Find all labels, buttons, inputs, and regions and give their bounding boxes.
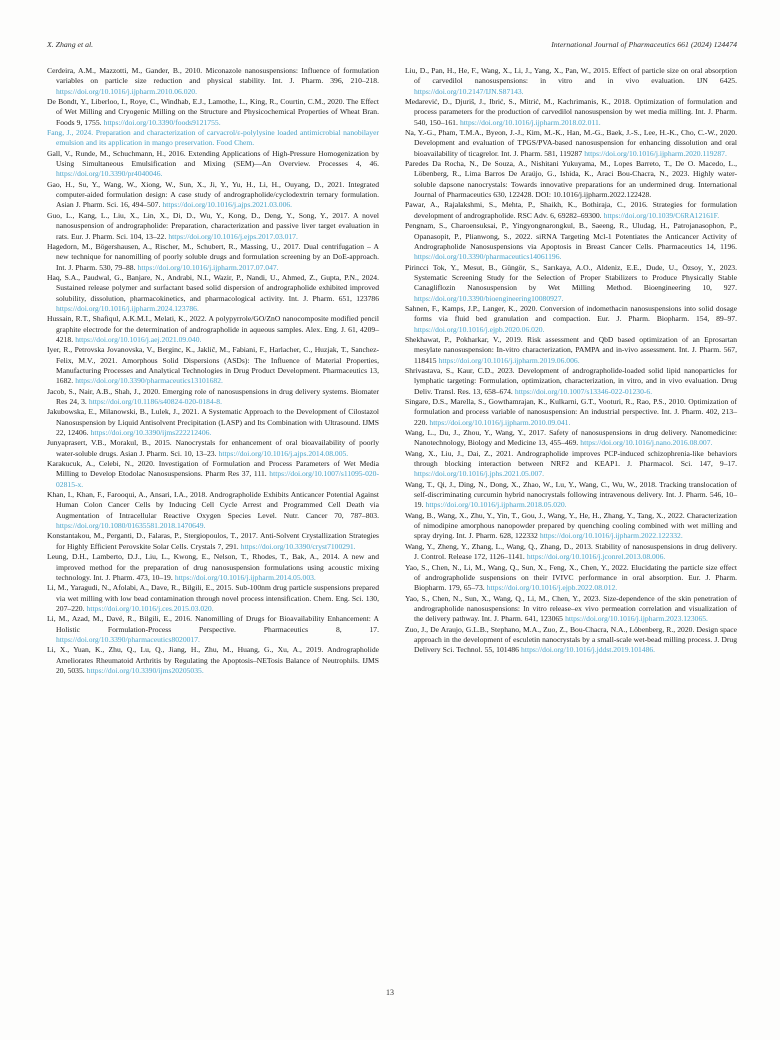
reference-text: Wang, X., Liu, J., Dai, Z., 2021. Andrographolide improves PCP-induced schizophrenia-like behaviors through blocking interaction between NRF2 and KEAP1. J. Pharmacol. Sci. 147, 9–17. xyxy=(405,448,737,469)
reference-entry xyxy=(47,531,379,552)
reference-text: Yao, S., Chen, N., Li, M., Wang, Q., Sun, X., Feng, X., Chen, Y., 2022. Elucidating the particle size effect of andrographolide suspensions on their IVIVC performance in oral absorption. Eur. J. Pharm. Biopharm. 179, 65–73. xyxy=(405,562,737,593)
doi-link[interactable]: https://doi.org/10.1016/j.ijpharm.2014.05.003. xyxy=(174,572,316,582)
doi-link[interactable]: https://doi.org/10.3390/pharmaceutics8020017. xyxy=(56,634,200,644)
reference-entry xyxy=(47,387,379,408)
doi-link[interactable]: https://doi.org/10.1039/C6RA12161F. xyxy=(603,210,720,220)
doi-link[interactable]: https://doi.org/10.1016/j.ijpharm.2024.123786. xyxy=(56,303,199,313)
references-section xyxy=(47,66,737,676)
reference-entry xyxy=(47,242,379,273)
reference-text: Junyaprasert, V.B., Morakul, B., 2015. Nanocrystals for enhancement of oral bioavailability of poorly water-soluble drugs. Asian J. Pharm. Sci. 10, 13–23. xyxy=(47,438,379,458)
reference-text: Khan, I., Khan, F., Farooqui, A., Ansari, I.A., 2018. Andrographolide Exhibits Anticancer Potential Against Human Colon Cancer Cells by Inducing Cell Cycle Arrest and Programmed Cell Death via Augmentation of Intracellular Reactive Oxygen Species Level. Nutr. Cancer 70, 787–803. xyxy=(47,490,379,520)
doi-link[interactable]: https://doi.org/10.1016/j.nano.2016.08.007. xyxy=(580,438,713,448)
reference-text: Yao, S., Chen, N., Sun, X., Wang, Q., Li, M., Chen, Y., 2023. Size-dependence of the skin penetration of andrographolide nanosuspensions: In vitro release–ex vivo permeation correlation and visualization of the delivery pathway. Int. J. Pharm. 641, 123065 xyxy=(405,593,737,624)
reference-entry xyxy=(405,449,737,480)
doi-link[interactable]: https://doi.org/10.1186/s40824-020-0184-8. xyxy=(88,397,222,406)
doi-link[interactable]: https://doi.org/10.1016/j.ijpharm.2019.06.006. xyxy=(438,355,580,365)
reference-text: Guo, L., Kang, L., Liu, X., Lin, X., Di, D., Wu, Y., Kong, D., Deng, Y., Song, Y., 2017. A novel nanosuspension of andrographolide: Preparation, characterization and passive liver target evaluation in rats. Eur. J. Pharm. Sci. 104, 13–22. xyxy=(47,210,379,241)
reference-text: Karakucuk, A., Celebi, N., 2020. Investigation of Formulation and Process Parameters of Wet Media Milling to Develop Etodolac Nanosuspensions. Pharm Res 37, 111. xyxy=(47,459,379,479)
reference-entry xyxy=(405,200,737,221)
doi-link[interactable]: https://doi.org/10.1007/s11095-020-02815-x. xyxy=(56,469,379,489)
reference-entry xyxy=(47,645,379,676)
reference-entry xyxy=(405,397,737,428)
reference-text: Li, M., Azad, M., Davé, R., Bilgili, E., 2016. Nanomilling of Drugs for Bioavailability Enhancement: A Holistic Formulation-Process Perspective. Pharmaceutics 8, 17. xyxy=(47,614,379,634)
reference-text: Pirincci Tok, Y., Mesut, B., Güngör, S., Sarıkaya, A.O., Aldeniz, E.E., Dude, U., Özsoy, Y., 2023. Systematic Screening Study for the Selection of Proper Stabilizers to Produce Physically Stable Canagliflozin Nanosuspension by Wet Milling Method. Bioengineering 10, 927. xyxy=(405,262,737,293)
reference-text: Hagedorn, M., Bögershausen, A., Rischer, M., Schubert, R., Massing, U., 2017. Dual centrifugation – A new technique for nanomilling of poorly soluble drugs and formulation screening by an DoE-approach. Int. J. Pharm. 530, 79–88. xyxy=(47,241,379,272)
doi-link[interactable]: https://doi.org/10.3390/pr4040046. xyxy=(56,169,163,179)
doi-link[interactable]: https://doi.org/10.1016/j.ajps.2021.03.006. xyxy=(162,200,293,210)
reference-entry xyxy=(47,552,379,583)
reference-entry xyxy=(47,66,379,97)
reference-text: Medarević, D., Djuriš, J., Ibrić, S., Mitrić, M., Kachrimanis, K., 2018. Optimization of formulation and process parameters for the production of carvedilol nanosuspension by wet media milling. Int. J. Pharm. 540, 150–161. xyxy=(405,97,737,127)
reference-text: Pengnam, S., Charoensuksai, P., Yingyongnarongkul, B., Saeeng, R., Uludag, H., Patrojanasophon, P., Opanasopit, P., Plianwong, S., 2022. siRNA Targeting Mcl-1 Potentiates the Anticancer Activity of Andrographolide Nanosuspensions via Apoptosis in Breast Cancer Cells. Pharmaceutics 14, 1196. xyxy=(405,221,737,251)
reference-entry xyxy=(405,594,737,625)
reference-text: Jakubowska, E., Milanowski, B., Lulek, J., 2021. A Systematic Approach to the Development of Cilostazol Nanosuspension by Liquid Antisolvent Precipitation (LASP) and Its Combination with Ultrasound. IJMS 22, 12406. xyxy=(47,407,379,438)
reference-entry xyxy=(405,366,737,397)
page-header xyxy=(47,40,737,49)
doi-link[interactable]: https://doi.org/10.1016/j.ijpharm.2023.123065. xyxy=(565,614,708,624)
reference-text: Wang, L., Du, J., Zhou, Y., Wang, Y., 2017. Safety of nanosuspensions in drug delivery. Nanomedicine: Nanotechnology, Biology and Medicine 13, 455–469. xyxy=(405,428,737,448)
page-footer xyxy=(0,988,780,997)
doi-link[interactable]: https://doi.org/10.1016/j.ijpharm.2017.07.047. xyxy=(137,262,279,272)
reference-entry xyxy=(47,314,379,345)
reference-entry xyxy=(47,128,379,149)
reference-entry xyxy=(405,335,737,366)
reference-text: Jacob, S., Nair, A.B., Shah, J., 2020. Emerging role of nanosuspensions in drug delivery systems. Biomater Res 24, 3. xyxy=(47,386,379,406)
reference-entry xyxy=(47,407,379,438)
reference-text: Paredes Da Rocha, N., De Souza, A., Nishitani Yukuyama, M., Lopes Barreto, T., De O. Macedo, L., Löbenberg, R., Lima Barros De Araújo, G., Ishida, K., Araci Bou-Chacra, N., 2023. Highly water-soluble dapsone nanocrystals: Towards innovative preparations for an undermined drug. International Journal of Pharmaceutics 630, 122428. DOI: 10.1016/j.ijpharm.2022.122428. xyxy=(405,159,737,200)
reference-entry xyxy=(405,480,737,511)
reference-text: Zuo, J., De Araujo, G.L.B., Stephano, M.A., Zuo, Z., Bou-Chacra, N.A., Löbenberg, R., 2020. Design space approach in the development of esculetin nanocrystals by a small-scale wet-bead milling process. J. Drug Delivery Sci. Technol. 55, 101486 xyxy=(405,624,737,655)
doi-link[interactable]: https://doi.org/10.3390/pharmaceutics13101682. xyxy=(75,376,223,386)
reference-text: Sahnen, F., Kamps, J.P., Langer, K., 2020. Conversion of indomethacin nanosuspensions into solid dosage forms via fluid bed granulation and compaction. Eur. J. Pharm. Biopharm. 154, 89–97. xyxy=(405,303,737,324)
doi-link[interactable]: https://doi.org/10.3390/cryst7100291. xyxy=(240,541,356,551)
reference-text: Iyer, R., Petrovska Jovanovska, V., Berginc, K., Jaklič, M., Fabiani, F., Harlacher, C., Huzjak, T., Sanchez-Felix, M.V., 2021. Amorphous Solid Dispersions (ASDs): The Influence of Material Properties, Manufacturing Processes and Analytical Technologies in Drug Product Development. Pharmaceutics 13, 1682. xyxy=(47,345,379,386)
reference-entry xyxy=(405,304,737,335)
reference-entry xyxy=(405,128,737,159)
reference-entry xyxy=(405,511,737,542)
references-column-left xyxy=(47,66,379,676)
doi-link[interactable]: https://doi.org/10.1080/01635581.2018.1470649. xyxy=(56,521,206,531)
doi-link[interactable]: https://doi.org/10.1016/j.ijpharm.2022.122332. xyxy=(539,531,683,541)
reference-text: Shrivastava, S., Kaur, C.D., 2023. Development of andrographolide-loaded solid lipid nanoparticles for lymphatic targeting: Formulation, optimization, characterization, in vitro, and in vivo evaluation. Drug Deliv. Transl. Res. 13, 658–674. xyxy=(405,365,737,396)
reference-entry xyxy=(47,97,379,128)
doi-link[interactable]: https://doi.org/10.1016/j.ijpharm.2018.02.011. xyxy=(459,117,601,127)
reference-entry xyxy=(405,625,737,656)
doi-link[interactable]: https://doi.org/10.3390/ijms20205035. xyxy=(86,665,204,675)
reference-entry xyxy=(405,563,737,594)
doi-link[interactable]: https://doi.org/10.3390/foods9121755. xyxy=(103,117,221,127)
doi-link[interactable]: https://doi.org/10.1016/j.ejpb.2022.08.012. xyxy=(486,583,618,593)
reference-text: Na, Y.-G., Pham, T.M.A., Byeon, J.-J., Kim, M.-K., Han, M.-G., Baek, J.-S., Lee, H.-K., Cho, C.-W., 2020. Development and evaluation of TPGS/PVA-based nanosuspension for enhancing dissolution and oral bioavailability of ticagrelor. Int. J. Pharm. 581, 119287 xyxy=(405,128,737,158)
reference-entry xyxy=(47,438,379,459)
doi-link[interactable]: https://doi.org/10.2147/IJN.S87143. xyxy=(414,86,524,96)
reference-text: De Bondt, Y., Liberloo, I., Roye, C., Windhab, E.J., Lamothe, L., King, R., Courtin, C.M., 2020. The Effect of Wet Milling and Cryogenic Milling on the Structure and Physicochemical Properties of Wheat Bran. Foods 9, 1755. xyxy=(47,97,379,127)
doi-link[interactable]: https://doi.org/10.1016/j.ces.2015.03.020. xyxy=(86,603,214,613)
doi-link[interactable]: https://doi.org/10.1016/j.jddst.2019.101486. xyxy=(521,645,656,655)
reference-text: Li, M., Yaragudi, N., Afolabi, A., Dave, R., Bilgili, E., 2015. Sub-100nm drug particle suspensions prepared via wet milling with low bead contamination through novel process intensification. Chem. Eng. Sci. 130, 207–220. xyxy=(47,583,379,613)
reference-entry xyxy=(47,345,379,386)
reference-text: Konstantakou, M., Perganti, D., Falaras, P., Stergiopoulos, T., 2017. Anti-Solvent Crystallization Strategies for Highly Efficient Perovskite Solar Cells. Crystals 7, 291. xyxy=(47,531,379,551)
reference-entry xyxy=(47,459,379,490)
reference-text: Singare, D.S., Marella, S., Gowthamrajan, K., Kulkarni, G.T., Vooturi, R., Rao, P.S., 2010. Optimization of formulation and process variable of nanosuspension: An industrial perspective. Int. J. Pharm. 402, 213–220. xyxy=(405,397,737,427)
references-column-right xyxy=(405,66,737,676)
doi-link[interactable]: https://doi.org/10.3390/pharmaceutics14061196. xyxy=(414,252,562,262)
reference-text: Gao, H., Su, Y., Wang, W., Xiong, W., Sun, X., Ji, Y., Yu, H., Li, H., Ouyang, D., 2021. Integrated computer-aided formulation design: A case study of andrographolide/cyclodextrin ternary formulation. Asian J. Pharm. Sci. 16, 494–507. xyxy=(47,179,379,210)
reference-entry xyxy=(47,614,379,645)
doi-link[interactable]: https://doi.org/10.1016/j.ijpharm.2010.06.020. xyxy=(56,86,197,96)
doi-link[interactable]: https://doi.org/10.1016/j.ajps.2014.08.005. xyxy=(218,448,349,458)
doi-link[interactable]: https://doi.org/10.1016/j.jphs.2021.05.007. xyxy=(414,469,545,479)
reference-entry xyxy=(47,180,379,211)
doi-link[interactable]: https://doi.org/10.1016/j.aej.2021.09.040. xyxy=(75,334,202,344)
reference-text: Leung, D.H., Lamberto, D.J., Liu, L., Kwong, E., Nelson, T., Rhodes, T., Bak, A., 2014. A new and improved method for the preparation of drug nanosuspension formulations using acoustic mixing technology. Int. J. Pharm. 473, 10–19. xyxy=(47,552,379,582)
doi-link[interactable]: https://doi.org/10.1016/j.ejpb.2020.06.020. xyxy=(414,324,545,334)
reference-text: Liu, D., Pan, H., He, F., Wang, X., Li, J., Yang, X., Pan, W., 2015. Effect of particle size on oral absorption of carvedilol nanosuspensions: in vitro and in vivo evaluation. IJN 6425. xyxy=(405,66,737,86)
reference-text: Wang, T., Qi, J., Ding, N., Dong, X., Zhao, W., Lu, Y., Wang, C., Wu, W., 2018. Tracking translocation of self-discriminating curcumin hybrid nanocrystals following intravenous delivery. Int. J. Pharm. 546, 10–19. xyxy=(405,479,737,510)
doi-link[interactable]: https://doi.org/10.1016/j.jconrel.2013.08.006. xyxy=(526,552,666,562)
reference-text: Cerdeira, A.M., Mazzotti, M., Gander, B., 2010. Miconazole nanosuspensions: Influence of formulation variables on particle size reduction and physical stability. Int. J. Pharm. 396, 210–218. xyxy=(47,66,379,86)
doi-link[interactable]: https://doi.org/10.1007/s13346-022-01230-6. xyxy=(514,386,653,396)
reference-entry xyxy=(405,542,737,563)
doi-link[interactable]: https://doi.org/10.3390/bioengineering10080927. xyxy=(414,293,564,303)
reference-entry xyxy=(47,490,379,531)
reference-entry xyxy=(405,159,737,200)
reference-entry xyxy=(405,263,737,304)
reference-entry xyxy=(47,273,379,314)
doi-link[interactable]: https://doi.org/10.1016/j.ijpharm.2018.05.020. xyxy=(425,500,567,510)
doi-link[interactable]: https://doi.org/10.1016/j.ejps.2017.03.017. xyxy=(168,231,298,241)
reference-text: Li, X., Yuan, K., Zhu, Q., Lu, Q., Jiang, H., Zhu, M., Huang, G., Xu, A., 2019. Andrographolide Ameliorates Rheumatoid Arthritis by Regulating the Apoptosis–NETosis Balance of Neutrophils. IJMS 20, 5035. xyxy=(47,645,379,675)
reference-entry xyxy=(405,428,737,449)
reference-text: Gall, V., Runde, M., Schuchmann, H., 2016. Extending Applications of High-Pressure Homogenization by Using Simultaneous Emulsification and Mixing (SEM)—An Overview. Processes 4, 46. xyxy=(47,148,379,169)
reference-entry xyxy=(405,97,737,128)
reference-text: Hussain, R.T., Shafiqul, A.K.M.I., Melati, K., 2022. A polypyrrole/GO/ZnO nanocomposite modified pencil graphite electrode for the determination of andrographolide in aqueous samples. Alex. Eng. J. 61, 4209–4218. xyxy=(47,314,379,344)
doi-link[interactable]: https://doi.org/10.1016/j.ijpharm.2010.09.041. xyxy=(429,417,571,427)
reference-text: Wang, B., Wang, X., Zhu, Y., Yin, T., Gou, J., Wang, Y., He, H., Zhang, Y., Tang, X., 2022. Characterization of nimodipine amorphous nanopowder prepared by quenching cooling combined with wet milling and spray drying. Int. J. Pharm. 628, 122332 xyxy=(405,510,737,541)
reference-entry xyxy=(405,221,737,262)
running-author: X. Zhang et al. xyxy=(47,40,94,49)
page-number: 13 xyxy=(386,988,394,997)
doi-link[interactable]: https://doi.org/10.3390/ijms222212406. xyxy=(90,428,212,438)
doi-link[interactable]: https://doi.org/10.1016/j.ijpharm.2020.119287. xyxy=(584,148,727,158)
reference-entry xyxy=(47,149,379,180)
journal-citation: International Journal of Pharmaceutics 661 (2024) 124474 xyxy=(551,40,737,49)
reference-text: Wang, Y., Zheng, Y., Zhang, L., Wang, Q., Zhang, D., 2013. Stability of nanosuspensions in drug delivery. J. Control. Release 172, 1126–1141. xyxy=(405,541,737,562)
reference-text: Pawar, A., Rajalakshmi, S., Mehta, P., Shaikh, K., Bothiraja, C., 2016. Strategies for formulation development of andrographolide. RSC Adv. 6, 69282–69300. xyxy=(405,200,737,220)
reference-text: Shekhawat, P., Pokharkar, V., 2019. Risk assessment and QbD based optimization of an Eprosartan mesylate nanosuspension: In-vitro characterization, PAMPA and in-vivo assessment. Int. J. Pharm. 567, 118415 xyxy=(405,334,737,365)
reference-text: Haq, S.A., Paudwal, G., Banjare, N., Andrabi, N.I., Wazir, P., Nandi, U., Ahmed, Z., Gupta, P.N., 2024. Sustained release polymer and surfactant based solid dispersion of andrographolide exhibited improved solubility, dissolution, pharmacokinetics, and pharmacological activity. Int. J. Pharm. 651, 123786 xyxy=(47,272,379,303)
reference-entry xyxy=(47,583,379,614)
reference-entry xyxy=(47,211,379,242)
reference-entry xyxy=(405,66,737,97)
doi-link[interactable]: Fang, J., 2024. Preparation and characterization of carvacrol/ε-polylysine loaded antimicrobial nanobilayer emulsion and its application in mango preservation. Food Chem. xyxy=(47,128,379,148)
